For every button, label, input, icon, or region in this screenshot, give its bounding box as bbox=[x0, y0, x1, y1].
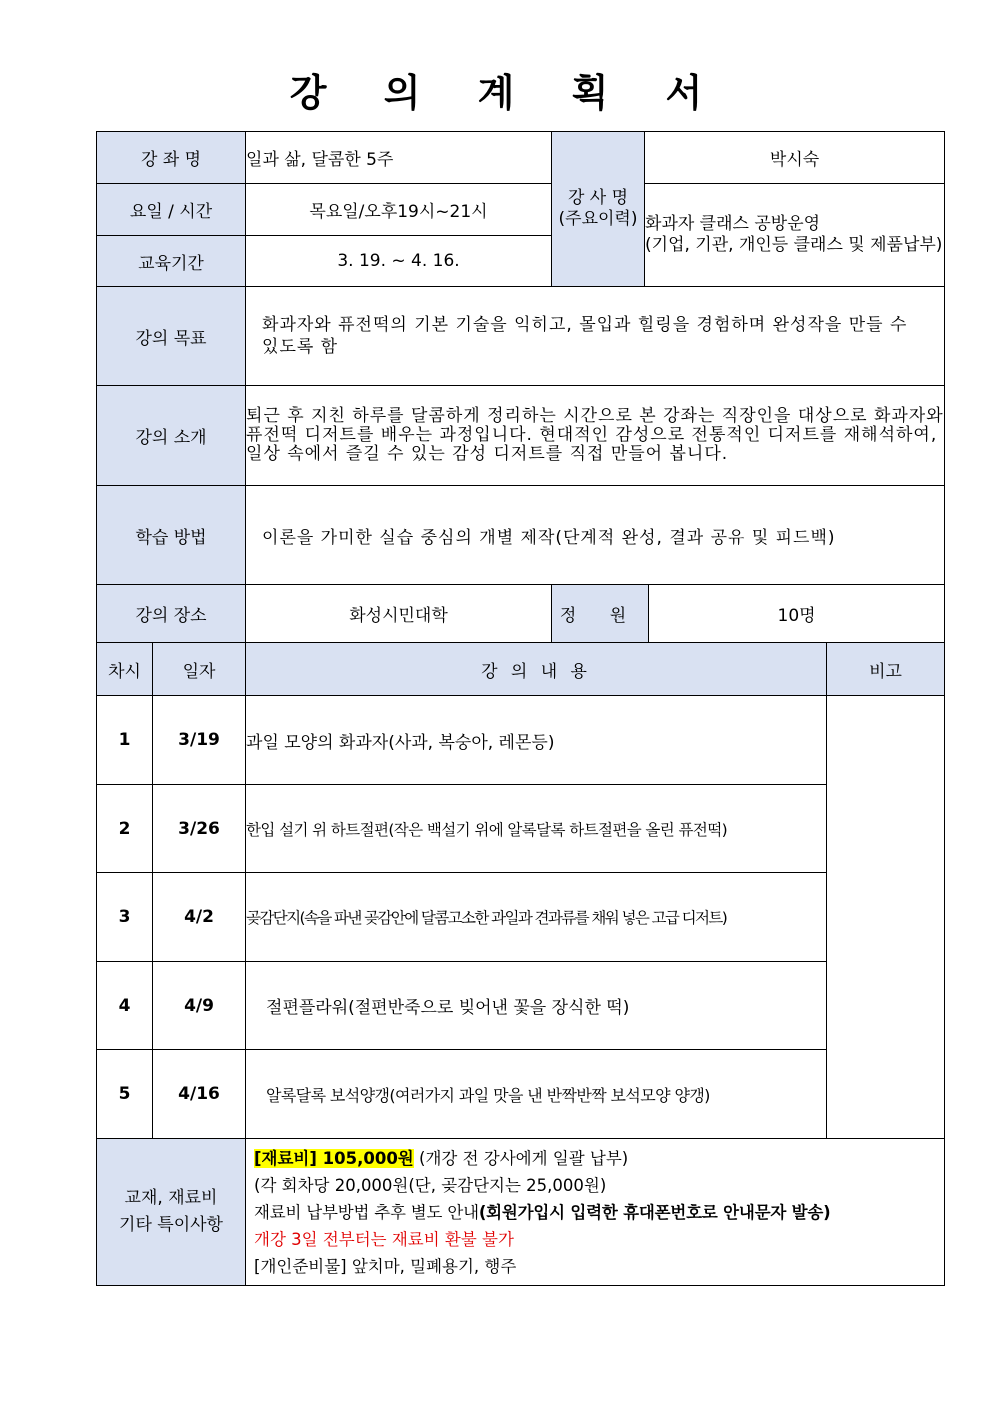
period-value: 3. 19. ~ 4. 16. bbox=[246, 236, 552, 287]
session-note bbox=[827, 696, 945, 1139]
course-name-label: 강 좌 명 bbox=[97, 132, 246, 184]
schedule-header-date: 일자 bbox=[153, 643, 246, 696]
instructor-career-line1: 화과자 클래스 공방운영 bbox=[645, 213, 821, 234]
payment-sms-note: (회원가입시 입력한 휴대폰번호로 안내문자 발송) bbox=[478, 1202, 831, 1222]
table-row bbox=[97, 696, 945, 785]
session-date: 4/9 bbox=[153, 962, 246, 1050]
table-row bbox=[97, 1050, 945, 1139]
instructor-career-line2: (기업, 기관, 개인등 클래스 및 제품납부) bbox=[645, 235, 943, 255]
session-date: 4/2 bbox=[153, 873, 246, 962]
day-time-value: 목요일/오후19시~21시 bbox=[246, 184, 552, 236]
session-no: 2 bbox=[97, 785, 153, 873]
schedule-header-content: 강 의 내 용 bbox=[246, 643, 827, 696]
table-row bbox=[97, 962, 945, 1050]
fee-payment-note: (개강 전 강사에게 일괄 납부) bbox=[413, 1148, 629, 1168]
page-title: 강 의 계 획 서 bbox=[289, 71, 725, 115]
session-no: 5 bbox=[97, 1050, 153, 1139]
materials-notes bbox=[246, 1139, 945, 1286]
session-date: 3/19 bbox=[153, 696, 246, 785]
instructor-name: 박시숙 bbox=[645, 132, 945, 184]
method-label: 학습 방법 bbox=[97, 486, 246, 585]
instructor-label-line2: (주요이력) bbox=[558, 209, 638, 229]
session-no: 4 bbox=[97, 962, 153, 1050]
place-label: 강의 장소 bbox=[97, 585, 246, 643]
instructor-label bbox=[552, 132, 645, 287]
fee-highlight: [재료비] 105,000원 bbox=[254, 1148, 414, 1168]
intro-label: 강의 소개 bbox=[97, 386, 246, 486]
lecture-plan-table bbox=[96, 131, 945, 1286]
schedule-header-note: 비고 bbox=[827, 643, 945, 696]
session-content: 한입 설기 위 하트절편(작은 백설기 위에 알록달록 하트절편을 올린 퓨전떡) bbox=[246, 785, 827, 873]
materials-label-line2: 기타 특이사항 bbox=[119, 1215, 223, 1235]
goal-text: 화과자와 퓨전떡의 기본 기술을 익히고, 몰입과 힐링을 경험하며 완성작을 만들 수 있도록 함 bbox=[246, 287, 945, 386]
refund-notice: 개강 3일 전부터는 재료비 환불 불가 bbox=[254, 1229, 514, 1249]
fee-line bbox=[254, 1145, 936, 1172]
per-session-fee: (각 회차당 20,000원(단, 곶감단지는 25,000원) bbox=[254, 1175, 607, 1195]
schedule-header-no: 차시 bbox=[97, 643, 153, 696]
session-content: 알록달록 보석양갱(여러가지 과일 맛을 낸 반짝반짝 보석모양 양갱) bbox=[246, 1050, 827, 1139]
instructor-career bbox=[645, 184, 945, 287]
period-label: 교육기간 bbox=[97, 236, 246, 287]
materials-label-line1: 교재, 재료비 bbox=[124, 1187, 218, 1208]
place-value: 화성시민대학 bbox=[246, 585, 552, 643]
session-date: 3/26 bbox=[153, 785, 246, 873]
payment-line bbox=[254, 1199, 936, 1226]
instructor-label-line1: 강 사 명 bbox=[567, 187, 629, 208]
personal-items: [개인준비물] 앞치마, 밀폐용기, 행주 bbox=[254, 1256, 517, 1276]
session-no: 3 bbox=[97, 873, 153, 962]
day-time-label: 요일 / 시간 bbox=[97, 184, 246, 236]
materials-label bbox=[97, 1139, 246, 1286]
course-name-value: 일과 삶, 달콤한 5주 bbox=[246, 132, 552, 184]
capacity-label: 정 원 bbox=[552, 585, 649, 643]
session-content: 과일 모양의 화과자(사과, 복숭아, 레몬등) bbox=[246, 696, 827, 785]
capacity-value: 10명 bbox=[649, 585, 945, 643]
table-row bbox=[97, 873, 945, 962]
intro-text: 퇴근 후 지친 하루를 달콤하게 정리하는 시간으로 본 강좌는 직장인을 대상으로 화과자와 퓨전떡 디저트를 배우는 과정입니다. 현대적인 감성으로 전통적인 디저트를 재해석하여, 일상 속에서 즐길 수 있는 감성 디저트를 직접 만들어 봅니다. bbox=[246, 386, 945, 486]
session-content: 절편플라워(절편반죽으로 빚어낸 꽃을 장식한 떡) bbox=[246, 962, 827, 1050]
session-date: 4/16 bbox=[153, 1050, 246, 1139]
goal-label: 강의 목표 bbox=[97, 287, 246, 386]
session-content: 곶감단지(속을 파낸 곶감안에 달콤고소한 과일과 견과류를 채워 넣은 고급 디저트) bbox=[246, 873, 827, 962]
method-text: 이론을 가미한 실습 중심의 개별 제작(단계적 완성, 결과 공유 및 피드백) bbox=[246, 486, 945, 585]
table-row bbox=[97, 785, 945, 873]
payment-method: 재료비 납부방법 추후 별도 안내 bbox=[254, 1202, 479, 1222]
session-no: 1 bbox=[97, 696, 153, 785]
